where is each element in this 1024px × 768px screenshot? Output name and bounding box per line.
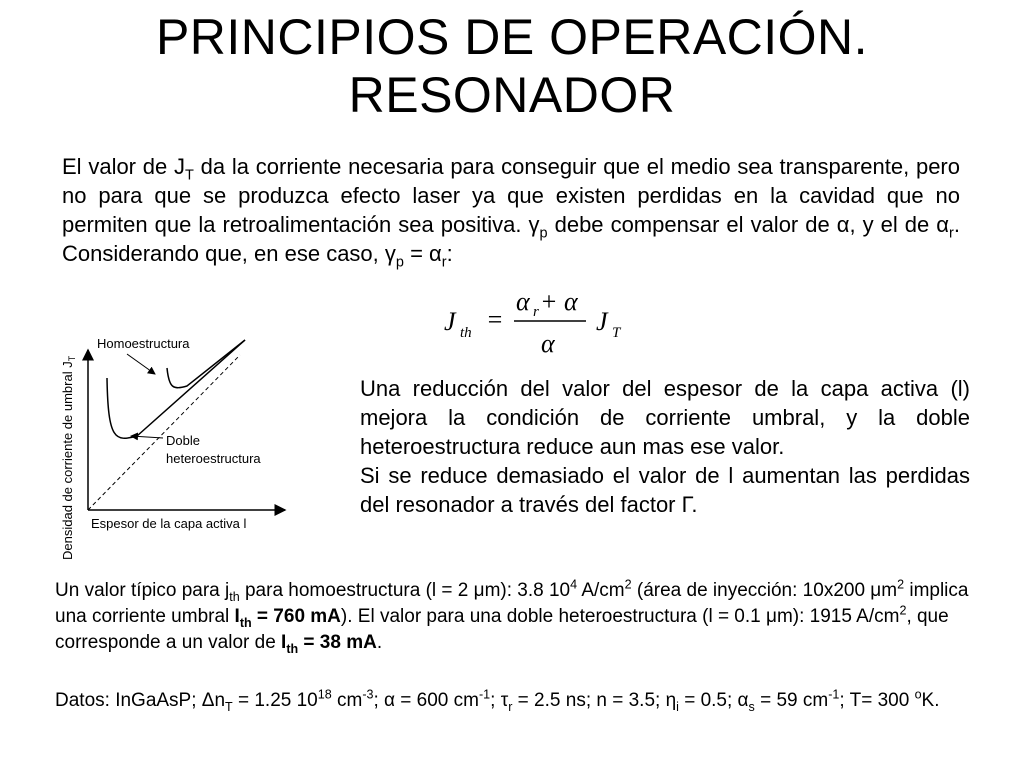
- text: .: [376, 632, 383, 653]
- formula-numerator-sub: r: [533, 304, 539, 320]
- formula-lhs: J: [444, 307, 456, 336]
- superscript: 4: [570, 577, 578, 592]
- text: , que corresponde a un valor de: [55, 606, 949, 653]
- subscript: th: [229, 589, 240, 604]
- text: = 0.5; α: [678, 690, 749, 711]
- text: ; τ: [490, 690, 509, 711]
- formula-numerator-rest: + α: [540, 288, 578, 316]
- subscript: p: [539, 225, 548, 242]
- dashed-asymptote: [88, 355, 240, 510]
- subscript: T: [185, 167, 194, 184]
- reduction-paragraph: [360, 374, 970, 519]
- text: implica una corriente umbral: [55, 580, 969, 627]
- y-axis-label: Densidad de corriente de umbral $J_T$: [60, 355, 77, 560]
- superscript: -1: [828, 687, 840, 702]
- threshold-vs-thickness-diagram: [55, 330, 300, 560]
- intro-paragraph: [62, 152, 960, 271]
- reduction-line-1: Una reducción del valor del espesor de la capa activa (l) mejora la condición de corriente umbral, y la doble heteroestructura reduce aun mas ese valor.: [360, 376, 970, 459]
- formula-numerator-alpha: α: [516, 288, 530, 316]
- label-doble: Doble: [166, 433, 200, 448]
- text: Un valor típico para j: [55, 580, 230, 601]
- title-line-1: PRINCIPIOS DE OPERACIÓN.: [155, 9, 869, 65]
- text: A/cm: [577, 580, 625, 601]
- text: cm: [331, 690, 363, 711]
- text: K.: [921, 690, 940, 711]
- subscript: r: [441, 254, 447, 271]
- subscript: p: [395, 254, 404, 271]
- text: ). El valor para una doble heteroestructura (l = 0.1 μm): 1915 A/cm: [340, 606, 900, 627]
- slide-title: [0, 8, 1024, 124]
- subscript: s: [748, 699, 755, 714]
- text: El valor de J: [62, 154, 186, 179]
- text: debe compensar el valor de α, y el de α: [547, 212, 950, 237]
- text: Datos: InGaAsP; Δn: [55, 690, 226, 711]
- data-paragraph: [55, 688, 975, 714]
- formula-equals: =: [486, 305, 504, 334]
- superscript: -3: [362, 687, 374, 702]
- text: da la corriente necesaria para conseguir que el medio sea transparente, pero no para que se produzca efecto laser ya que existen perdidas en la cavidad que no permiten que la retroalimentación sea positiva. γ: [62, 154, 960, 237]
- ith-homo: $I_{th} = 760$ mA: [234, 606, 341, 630]
- superscript: 2: [899, 603, 907, 618]
- superscript: o: [914, 687, 922, 702]
- superscript: 2: [897, 577, 905, 592]
- text: = 2.5 ns; n = 3.5; η: [512, 690, 677, 711]
- formula-rhs-sub: T: [612, 325, 621, 341]
- text: = α: [403, 241, 442, 266]
- text: (área de inyección: 10x200 μm: [631, 580, 898, 601]
- text: = 59 cm: [754, 690, 829, 711]
- text: ; T= 300: [839, 690, 915, 711]
- text: para homoestructura (l = 2 μm): 3.8 10: [239, 580, 571, 601]
- text: :: [446, 241, 453, 266]
- subscript: T: [225, 699, 233, 714]
- reduction-line-2: Si se reduce demasiado el valor de l aumentan las perdidas del resonador a través del factor Γ.: [360, 463, 970, 517]
- ith-doble: $I_{th} = 38$ mA: [281, 632, 377, 656]
- text: . Considerando que, en ese caso, γ: [62, 212, 960, 266]
- superscript: 18: [317, 687, 332, 702]
- threshold-formula: [438, 288, 638, 358]
- label-heteroestructura: heteroestructura: [166, 451, 261, 466]
- subscript: r: [508, 699, 513, 714]
- superscript: 2: [624, 577, 632, 592]
- text: ; α = 600 cm: [373, 690, 479, 711]
- label-homoestructura: Homoestructura: [97, 336, 190, 351]
- arrow-homoestructura: [127, 354, 155, 374]
- subscript: i: [676, 699, 679, 714]
- formula-rhs: J: [596, 307, 608, 336]
- x-axis-label: Espesor de la capa activa l: [91, 516, 247, 531]
- typical-value-paragraph: [55, 578, 975, 656]
- superscript: -1: [478, 687, 491, 702]
- formula-lhs-sub: th: [460, 325, 472, 341]
- formula-denominator: α: [541, 329, 555, 358]
- title-line-2: RESONADOR: [348, 67, 676, 123]
- text: = 1.25 10: [232, 690, 318, 711]
- subscript: r: [949, 225, 954, 242]
